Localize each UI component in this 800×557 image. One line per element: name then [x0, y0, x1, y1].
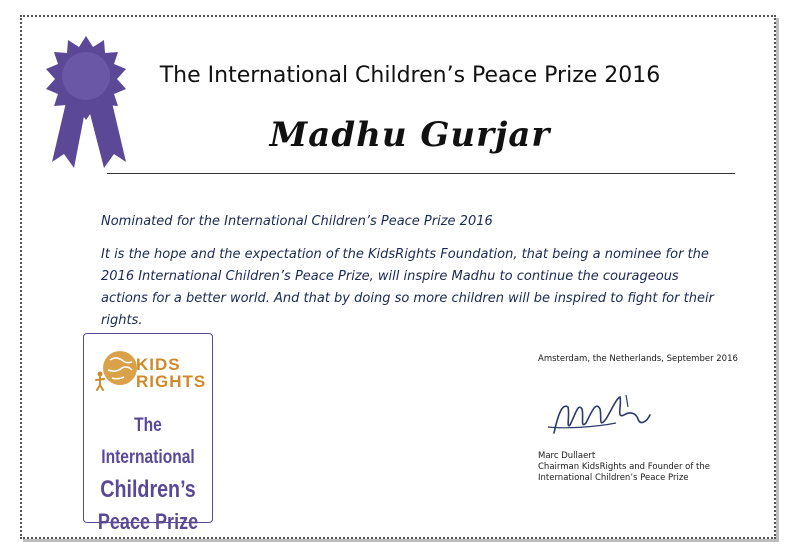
- logo-brand-line2: RIGHTS: [136, 372, 207, 391]
- certificate-body-text: It is the hope and the expectation of the KidsRights Foundation, that being a nominee for the 2016 International Children’s Peace Prize, will inspire Madhu to continue the courageous actions for a better world. And that by doing so more children will be inspired to fight for their rights.: [101, 247, 714, 328]
- logo-brand-line1: KIDS: [136, 355, 181, 374]
- signer-title-line2: International Children’s Peace Prize: [538, 473, 689, 483]
- handwritten-signature: [546, 385, 656, 445]
- award-ribbon-icon: [30, 32, 142, 170]
- logo-award-line1: The International: [101, 415, 195, 468]
- recipient-name: Madhu Gurjar: [269, 115, 551, 155]
- signer-title-line1: Chairman KidsRights and Founder of the: [538, 462, 711, 472]
- logo-award-text: [96, 410, 201, 538]
- logo-award-line3: Peace Prize: [97, 509, 199, 534]
- place-date: Amsterdam, the Netherlands, September 2016: [538, 354, 738, 364]
- signer-name: Marc Dullaert: [538, 451, 596, 461]
- signer-block: [538, 451, 758, 484]
- globe-children-icon: [92, 348, 140, 392]
- logo-award-line2: Children’s: [100, 476, 196, 503]
- certificate-title: The International Children’s Peace Prize 2016: [159, 63, 661, 88]
- name-underline: [107, 173, 735, 174]
- nomination-line: Nominated for the International Children’s Peace Prize 2016: [101, 214, 493, 229]
- logo-brand-text: [136, 356, 206, 390]
- kidsrights-logo: [83, 333, 213, 534]
